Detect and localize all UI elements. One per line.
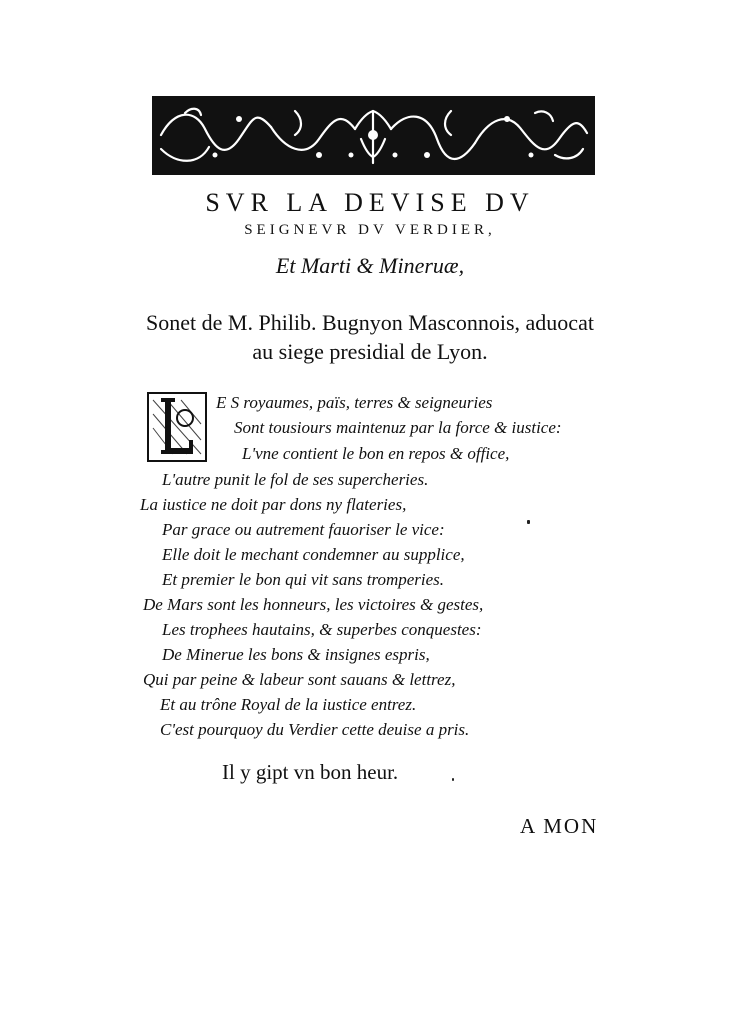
sonet-heading-line-2: au siege presidial de Lyon. [252,339,488,364]
verse-line: De Minerue les bons & insignes espris, [162,645,430,664]
verse-line: Elle doit le mechant condemner au supplice, [162,545,465,564]
title-line-2: SEIGNEVR DV VERDIER, [244,222,496,238]
ornamental-headpiece-icon [152,96,595,175]
verse-line: De Mars sont les honneurs, les victoires & gestes, [143,595,484,614]
verse-line: L'vne contient le bon en repos & office, [242,444,510,463]
verse-line: Par grace ou autrement fauoriser le vice: [162,520,445,539]
verse-line: La iustice ne doit par dons ny flateries, [140,495,407,514]
ink-speck [452,778,454,781]
sonet-heading-line-1: Sonet de M. Philib. Bugnyon Masconnois, aduocat [146,310,594,335]
title-line-3: Et Marti & Mineruæ, [275,253,465,278]
catchword: A MON [520,814,599,838]
verse-line: Sont tousiours maintenuz par la force & iustice: [234,418,562,437]
ink-speck [527,520,530,524]
verse-line: Et au trône Royal de la iustice entrez. [160,695,417,714]
verse-line: C'est pourquoy du Verdier cette deuise a pris. [160,720,470,739]
title-line-1: SVR LA DEVISE DV [205,188,535,217]
verse-line: Les trophees hautains, & superbes conquestes: [162,620,482,639]
verse-line: E S royaumes, païs, terres & seigneuries [216,393,493,412]
motto: Il y gipt vn bon heur. [222,760,399,784]
verse-line: L'autre punit le fol de ses supercheries. [162,470,429,489]
decorated-initial-icon [147,392,207,462]
verse-line: Et premier le bon qui vit sans tromperies. [162,570,445,589]
verse-line: Qui par peine & labeur sont sauans & lettrez, [143,670,456,689]
